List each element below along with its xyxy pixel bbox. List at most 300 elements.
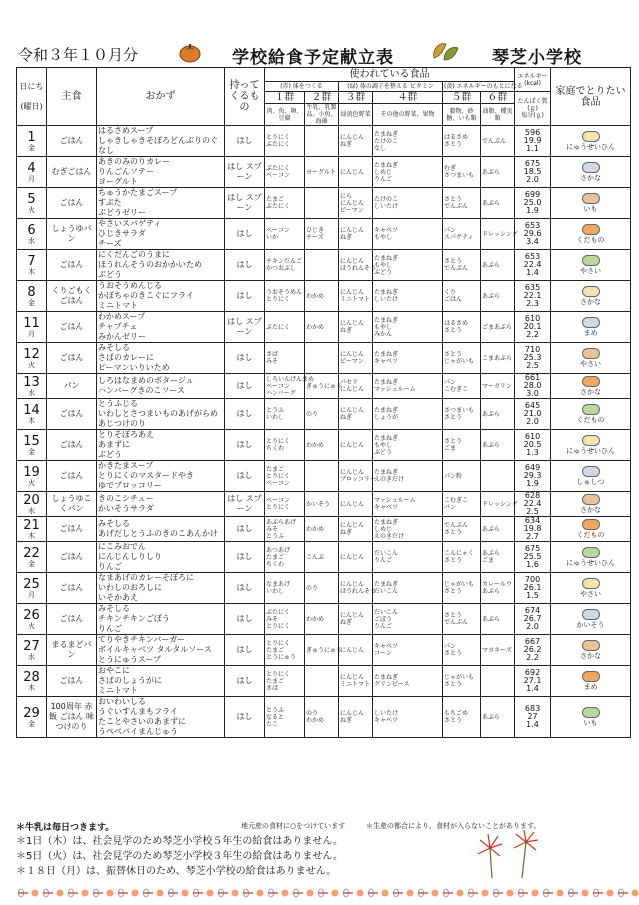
ingredient-g1-cell: [265, 542, 305, 573]
ingredient-g2-cell: [305, 517, 339, 542]
line-text: たこ: [266, 720, 279, 728]
food-label: しゅしつ: [576, 478, 605, 486]
nutrition-cell: [515, 461, 551, 492]
line-text: あぶらあげ: [266, 518, 297, 526]
note-2: ＊5日（火）は、社会見学のため琴芝小学校３年生の給食はありません。: [16, 851, 343, 862]
dragonfly-icon: [68, 889, 89, 897]
line-text: とりそぼろあえ: [98, 430, 154, 439]
weekday: 金: [28, 719, 35, 728]
ingredient-g5-cell: [443, 666, 481, 697]
ingredient-g4-cell: [373, 250, 443, 281]
line-text: 674: [524, 606, 541, 615]
ingredient-g4-cell: [373, 697, 443, 738]
line-text: あぶら: [482, 261, 501, 269]
utensil-cell: はし: [225, 430, 265, 461]
line-text: ごま: [444, 445, 457, 452]
line-text: 1.9: [526, 479, 539, 488]
line-text: ひじきサラダ: [98, 229, 146, 238]
line-text: りんご: [374, 175, 393, 183]
line-text: にんじん: [340, 500, 365, 508]
line-text: さとう: [444, 414, 463, 421]
line-text: しろいんげんまめ: [266, 375, 315, 383]
dragonfly-icon: [493, 889, 514, 897]
food-label: さかな: [580, 298, 602, 306]
line-text: にんじん: [340, 258, 365, 265]
dishes-cell: [97, 573, 225, 604]
line-text: ねぎ: [340, 234, 353, 241]
line-text: 1.4: [526, 268, 539, 277]
menu-row: [17, 281, 631, 312]
line-text: むぎ: [444, 165, 457, 172]
line-text: 26.7: [523, 614, 542, 623]
line-text: とうふ: [266, 706, 285, 714]
day-cell: [17, 573, 47, 604]
line-text: ちゅうかたまごスープ: [98, 188, 178, 197]
ingredient-g2-cell: [305, 697, 339, 738]
red-group-header: (赤) 体をつくる: [265, 82, 339, 92]
weekday: 火: [28, 360, 35, 369]
ingredient-g4-cell: [373, 517, 443, 542]
line-text: 19.9: [523, 136, 542, 145]
group-2-header: ２群: [305, 92, 339, 104]
line-text: みそしる: [98, 343, 130, 352]
day-cell: [17, 399, 47, 430]
group-5-sub: 穀物、砂糖、いも類: [443, 104, 481, 126]
line-text: あぶら: [482, 199, 501, 207]
line-text: 26.2: [523, 645, 542, 654]
line-text: わかめスープ: [98, 312, 146, 321]
line-text: あじつけのり: [98, 419, 146, 428]
day-number: 26: [23, 607, 40, 623]
utensil-cell: はし: [225, 697, 265, 738]
home-food-cell: [551, 312, 631, 343]
food-illustration-icon: [582, 547, 600, 558]
home-food-cell: [551, 250, 631, 281]
day-cell: [17, 126, 47, 157]
line-text: とりにく: [266, 472, 291, 480]
line-text: いか: [266, 234, 279, 241]
line-text: うおそうめん: [266, 289, 303, 296]
line-text: とうにゅうスープ: [98, 655, 162, 664]
line-text: マヨネーズ: [482, 646, 512, 654]
line-text: みそ: [266, 358, 279, 365]
line-text: でんぷん: [482, 137, 507, 145]
ingredient-g5-cell: [443, 219, 481, 250]
line-text: ベーコン: [266, 172, 291, 179]
day-number: 6: [27, 222, 36, 238]
line-text: とうにゅう: [266, 653, 296, 661]
line-text: こむぎこ: [444, 386, 469, 393]
line-text: 19.8: [523, 524, 542, 533]
line-text: ベーコン: [266, 227, 291, 234]
utensil-cell: はし: [225, 573, 265, 604]
home-food-cell: [551, 399, 631, 430]
line-text: もちごめ: [444, 710, 469, 717]
utensil-cell: はし: [225, 374, 265, 399]
ingredient-g2-cell: [305, 666, 339, 697]
ingredient-g3-cell: [339, 157, 373, 188]
line-text: さとう: [444, 650, 463, 657]
ingredient-g5-cell: [443, 461, 481, 492]
ingredient-g3-cell: [339, 604, 373, 635]
line-text: みそ: [266, 615, 279, 623]
line-text: ごま: [482, 557, 495, 564]
line-text: しょうが: [374, 414, 399, 421]
line-text: でんぷん: [444, 265, 469, 272]
line-text: さとう: [444, 351, 463, 358]
line-text: ちくわ: [266, 560, 285, 568]
line-text: たまねぎ: [374, 434, 399, 442]
line-text: りんご: [98, 562, 122, 571]
food-illustration-icon: [582, 348, 600, 359]
line-text: にんじん: [340, 351, 365, 358]
line-text: 1.4: [526, 684, 539, 693]
ingredient-g1-cell: [265, 281, 305, 312]
line-text: 653: [524, 252, 541, 261]
food-label: いも: [583, 205, 598, 213]
line-text: ごまあぶら: [482, 323, 513, 331]
line-text: いわしのおろしに: [98, 583, 162, 592]
ingredient-g5-cell: [443, 697, 481, 738]
line-text: さば: [266, 351, 279, 358]
line-text: なし: [374, 144, 387, 152]
line-text: ヨーグルト: [98, 177, 138, 186]
group-2-sub: 牛乳、乳製品、小魚、海藻: [306, 104, 337, 125]
line-text: さとう: [444, 557, 463, 564]
line-text: じゃがいも: [444, 674, 475, 681]
day-number: 15: [23, 433, 40, 449]
nutrition-cell: [515, 666, 551, 697]
autumn-leaves-icon: [430, 38, 460, 64]
line-text: 28.0: [523, 381, 542, 390]
line-text: ぎゅうにゅう: [306, 646, 342, 654]
vitamin-label: ビタミン: [409, 83, 434, 90]
food-illustration-icon: [582, 671, 600, 682]
line-text: 1.1: [526, 144, 539, 153]
line-text: キャベツ: [374, 358, 399, 365]
line-text: 1.4: [526, 720, 539, 729]
line-text: 22.1: [523, 291, 542, 300]
line-text: 675: [524, 159, 541, 168]
dishes-cell: [97, 635, 225, 666]
staple-header: 主食: [47, 68, 97, 126]
line-text: もやし: [374, 441, 393, 449]
line-text: とうふじる: [98, 399, 138, 408]
ingredient-g1-cell: [265, 250, 305, 281]
supply-note: ＊生産の都合により、食材が入らないことがあります。: [366, 822, 541, 830]
food-illustration-icon: [582, 494, 600, 505]
day-number: 22: [23, 545, 40, 561]
green-group-label: (緑) 体の調子を整える: [347, 83, 408, 90]
ingredient-g3-cell: [339, 126, 373, 157]
line-text: 27.1: [523, 676, 542, 685]
line-text: たまねぎ: [374, 351, 399, 358]
dragonfly-icon: [543, 889, 564, 897]
line-text: にんじんしりしり: [98, 552, 162, 561]
line-text: さとう: [444, 438, 463, 445]
line-text: にんじん: [340, 553, 365, 561]
day-cell: [17, 666, 47, 697]
food-label: いも: [583, 719, 598, 727]
day-number: 28: [23, 669, 40, 685]
line-text: パセリ: [340, 379, 359, 386]
ingredient-g6-cell: [481, 492, 518, 517]
ingredient-g6-cell: [481, 635, 515, 666]
ingredient-g5-cell: [443, 635, 481, 666]
home-food-cell: [551, 492, 631, 517]
staple-cell: ごはん: [47, 604, 97, 635]
ingredient-g4-cell: [373, 126, 443, 157]
weekday: 金: [28, 447, 35, 456]
line-text: とりにく: [266, 504, 291, 511]
dragonfly-icon: [418, 889, 439, 897]
menu-row: [17, 461, 631, 492]
ingredient-g2-cell: [305, 635, 342, 666]
nutrition-cell: [515, 542, 551, 573]
line-text: さとう: [444, 327, 463, 334]
food-label: まめ: [583, 683, 598, 691]
ingredient-g5-cell: [443, 188, 481, 219]
line-text: たまご: [266, 465, 285, 473]
dishes-cell: [97, 461, 225, 492]
line-text: さとう: [444, 717, 463, 724]
weekday: 木: [28, 416, 35, 425]
line-text: あぶら: [482, 441, 501, 449]
day-cell: [17, 312, 47, 343]
ingredient-g1-cell: [265, 312, 305, 343]
dishes-cell: [97, 666, 225, 697]
staple-cell: 100周年 赤飯 ごはん 味つけのり: [47, 697, 97, 738]
menu-row: [17, 374, 631, 399]
ingredient-g4-cell: [373, 188, 443, 219]
food-label: くだもの: [576, 236, 605, 244]
nutrition-cell: [515, 312, 551, 343]
line-text: たことやさいのあまずに: [98, 717, 186, 726]
line-text: ベーコン: [266, 479, 291, 487]
day-cell: [17, 374, 47, 399]
day-cell: [17, 188, 47, 219]
line-text: ほうれんそう: [340, 265, 377, 272]
line-text: ちくわ: [266, 445, 285, 452]
line-text: ぶたにく: [266, 203, 291, 210]
dishes-cell: [97, 399, 225, 430]
line-text: わかめ: [306, 525, 325, 533]
line-text: ピーマンいりいため: [98, 363, 170, 372]
ingredient-g1-cell: [265, 573, 305, 604]
day-cell: [17, 604, 47, 635]
dragonfly-icon: [468, 889, 489, 897]
ingredient-g5-cell: [443, 492, 481, 517]
ingredient-g3-cell: [339, 573, 377, 604]
line-text: 22.4: [523, 499, 542, 508]
line-text: 20.1: [523, 322, 542, 331]
group-1-sub: 肉、魚、卵、豆腐: [265, 104, 305, 126]
line-text: たまねぎ: [374, 674, 399, 681]
menu-row: [17, 219, 631, 250]
line-text: のり: [306, 710, 319, 717]
ingredient-g2-cell: [305, 492, 339, 517]
protein-salt-header: [515, 92, 551, 126]
dishes-cell: [97, 697, 225, 738]
line-text: はるさめスープ: [98, 126, 154, 135]
nutrition-cell: [515, 635, 551, 666]
line-text: 2.0: [526, 622, 539, 631]
ingredient-g6-cell: [481, 281, 515, 312]
day-number: 5: [27, 191, 36, 207]
line-text: あげだしとうふのきのこあんかけ: [98, 529, 218, 538]
dishes-cell: [97, 250, 225, 281]
line-text: とりにくのマスタードやき: [98, 471, 194, 480]
line-text: ブロッコリー: [340, 476, 376, 483]
weekday-header-label: (曜日): [20, 101, 43, 111]
ingredient-g1-cell: [265, 461, 305, 492]
dishes-cell: [97, 343, 225, 374]
line-text: なまあげのカレーそぼろに: [98, 573, 194, 582]
weekday: 木: [28, 531, 35, 540]
day-number: 14: [23, 402, 40, 418]
line-text: あまずに: [98, 440, 130, 449]
line-text: おやこに: [98, 666, 130, 675]
line-text: パン: [444, 504, 457, 511]
staple-cell: ごはん: [47, 312, 97, 343]
ingredient-g5-cell: [443, 573, 481, 604]
day-cell: [17, 517, 47, 542]
energy-header: エネルギー(kcal): [515, 68, 551, 92]
nutrition-cell: [515, 250, 551, 281]
nutrition-cell: [515, 343, 551, 374]
ingredient-g4-cell: [373, 461, 443, 492]
menu-row: [17, 430, 631, 461]
nutrition-cell: [515, 126, 551, 157]
line-text: ミニトマト: [98, 301, 138, 310]
nutrition-cell: [515, 697, 551, 738]
line-text: ドレッシング: [482, 500, 518, 508]
day-number: 20: [23, 492, 40, 508]
line-text: ベーコン: [266, 497, 291, 504]
menu-row: [17, 666, 631, 697]
line-text: チーズ: [98, 239, 122, 248]
line-text: たまねぎ: [374, 316, 399, 324]
line-text: 3.0: [526, 389, 539, 398]
utensil-cell: はし: [225, 461, 265, 492]
line-text: とうふ: [266, 532, 285, 540]
food-illustration-icon: [582, 376, 600, 387]
staple-cell: しょうゆこくパン: [47, 492, 97, 517]
group-1-header: １群: [265, 92, 305, 104]
dragonfly-icon: [568, 889, 589, 897]
line-text: ほうれんそうのおかかいため: [98, 260, 202, 269]
line-text: 635: [524, 283, 541, 292]
ingredient-g6-cell: [481, 430, 515, 461]
ingredient-g2-cell: [305, 250, 339, 281]
food-illustration-icon: [582, 193, 600, 204]
ingredient-g1-cell: [265, 430, 305, 461]
utensil-cell: はし: [225, 250, 265, 281]
food-label: にゅうせいひん: [566, 143, 615, 151]
ingredient-g6-cell: [481, 697, 515, 738]
dishes-cell: [97, 281, 225, 312]
ingredient-g3-cell: [339, 250, 377, 281]
line-text: ミニトマト: [340, 296, 371, 303]
weekday: 火: [28, 621, 35, 630]
line-text: にんじん: [340, 646, 365, 654]
line-text: 610: [524, 314, 541, 323]
ingredient-g6-cell: [481, 312, 515, 343]
line-text: のり: [306, 584, 319, 592]
day-number: 19: [23, 464, 40, 480]
line-text: カレールウ: [482, 581, 512, 588]
page-header: [14, 44, 630, 66]
line-text: ねぎ: [340, 619, 353, 626]
line-text: あぶら: [482, 525, 501, 533]
line-text: たまねぎ: [374, 469, 399, 476]
dishes-cell: [97, 374, 225, 399]
ingredient-g3-cell: [339, 374, 373, 399]
staple-cell: ごはん: [47, 250, 97, 281]
utensil-cell: はし: [225, 635, 265, 666]
line-text: たけのこ: [374, 196, 399, 203]
line-text: ハンバーグきのこソース: [98, 386, 186, 395]
line-text: とりにく: [266, 639, 291, 647]
ingredient-g3-cell: [339, 188, 373, 219]
nutrition-cell: [515, 374, 551, 399]
line-text: さばのカレーに: [98, 353, 154, 362]
home-food-cell: [551, 430, 631, 461]
home-food-cell: [551, 635, 631, 666]
line-text: にんじん: [340, 227, 365, 234]
ingredient-g5-cell: [443, 312, 481, 343]
line-text: たまねぎ: [374, 130, 399, 138]
line-text: 699: [524, 190, 541, 199]
ingredient-g3-cell: [339, 492, 373, 517]
day-number: 27: [23, 638, 40, 654]
line-text: でんぷん: [444, 203, 469, 210]
food-illustration-icon: [582, 435, 600, 446]
home-food-cell: [551, 157, 631, 188]
food-label: くだもの: [576, 416, 605, 424]
line-text: あぶら: [482, 588, 501, 595]
staple-cell: むぎごはん: [47, 157, 97, 188]
menu-row: [17, 635, 631, 666]
food-label: さかな: [580, 174, 602, 182]
green-group-header: [339, 82, 443, 92]
ingredient-g3-cell: [339, 281, 373, 312]
line-text: でんぷん: [444, 619, 469, 626]
menu-month: 令和３年１０月分: [18, 46, 139, 64]
line-text: さとう: [444, 588, 463, 595]
ingredient-g5-cell: [443, 281, 481, 312]
line-text: 628: [524, 491, 541, 500]
day-number: 11: [23, 315, 40, 331]
nutrition-cell: [515, 157, 551, 188]
salt-header-label: 塩分(ｇ): [521, 112, 544, 119]
staple-cell: ごはん: [47, 343, 97, 374]
ingredient-g6-cell: [481, 461, 515, 492]
utensil-header: 持ってくるもの: [225, 68, 265, 126]
local-produce-note: 地元産の食材に○をつけています: [241, 822, 346, 830]
line-text: たけのこ: [374, 137, 399, 145]
home-food-cell: [551, 517, 631, 542]
ingredient-g6-cell: [481, 126, 515, 157]
line-text: パン: [444, 227, 457, 234]
protein-header-label: たんぱく質(ｇ): [517, 98, 548, 112]
line-text: くり: [444, 289, 457, 296]
dragonfly-icon: [118, 889, 139, 897]
line-text: たまご: [266, 553, 285, 561]
line-text: やさいスパゲティ: [98, 219, 162, 228]
line-text: 2.2: [526, 653, 539, 662]
day-cell: [17, 281, 47, 312]
